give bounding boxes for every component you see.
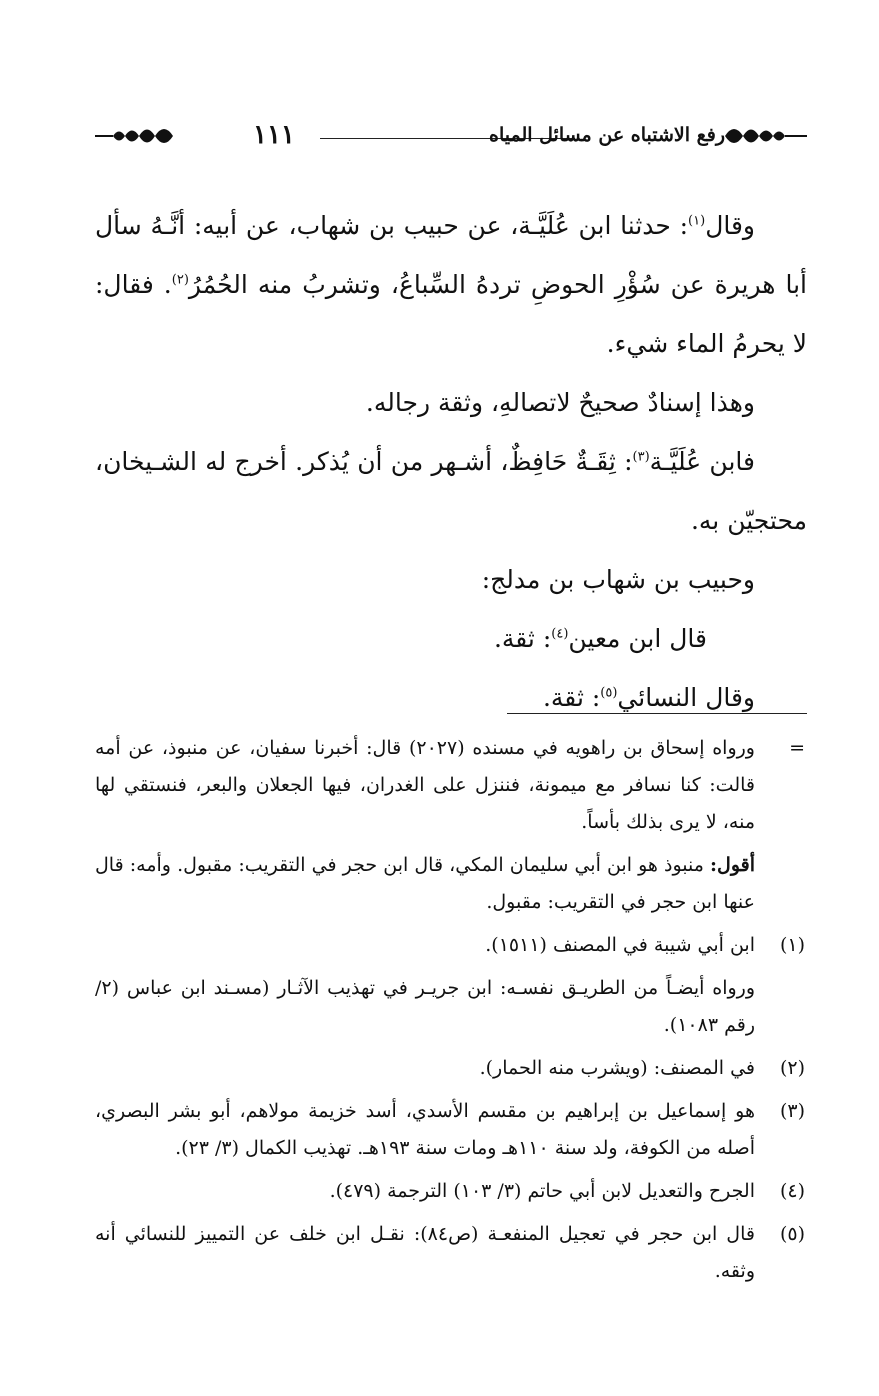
footnote-4: (٤) الجرح والتعديل لابن أبي حاتم (٣/ ١٠٣) الترجمة (٤٧٩). bbox=[329, 1180, 805, 1202]
paragraph-habib: وحبيب بن شهاب بن مدلج: bbox=[481, 565, 755, 594]
ornament-right-icon bbox=[723, 123, 807, 149]
paragraph-ibn-ulayya: فابن عُلَيَّـة$^{(٣)}$: ثِقَـةٌ حَافِظٌ، أشـهر من أن يُذكر. أخرج له الشـيخان، محتجيّن به. bbox=[95, 447, 807, 535]
paragraph-ibn-maeen: قال ابن معين$^{(٤)}$: ثقة. bbox=[493, 624, 707, 653]
footnote-separator bbox=[507, 713, 807, 714]
main-text bbox=[95, 196, 807, 727]
footnote-ref-3[interactable]: (٣) bbox=[632, 449, 650, 465]
footnote-ref-1[interactable]: (١) bbox=[688, 213, 706, 229]
footnote-ref-5[interactable]: (٥) bbox=[600, 685, 618, 701]
running-title: رفع الاشتباه عن مسائل المياه bbox=[489, 124, 725, 146]
footnote-5: (٥) قال ابن حجر في تعجيل المنفعـة (ص٨٤): نقـل ابن خلف عن التمييز للنسائي أنه وثقه. bbox=[95, 1223, 805, 1282]
running-header bbox=[95, 118, 807, 154]
page-number: ١١١ bbox=[253, 120, 295, 150]
footnote-3: (٣) هو إسماعيل بن إبراهيم بن مقسم الأسدي، أسد خزيمة مولاهم، أبو بشر البصري، أصله من الكوفة، ولد سنة ١١٠هـ ومات سنة ١٩٣هـ. تهذيب الكمال (٣/ ٢٣). bbox=[95, 1100, 805, 1159]
footnote-continuation: = ورواه إسحاق بن راهويه في مسنده (٢٠٢٧) قال: أخبرنا سفيان، عن منبوذ، عن أمه قالت: كنا نسافر مع ميمونة، فننزل على الغدران، فيها الجعلان والبعر، فنستقي لها منه، لا يرى بذلك بأساً. bbox=[95, 737, 805, 833]
footnote-continuation-comment: أقول: منبوذ هو ابن أبي سليمان المكي، قال ابن حجر في التقريب: مقبول. وأمه: قال عنها ابن حجر في التقريب: مقبول. bbox=[95, 854, 755, 913]
footnote-ref-2[interactable]: (٢) bbox=[171, 272, 189, 288]
footnote-1-continued: ورواه أيضـاً من الطريـق نفسـه: ابن جريـر في تهذيب الآثـار (مسـند ابن عباس (٢/ رقم ١٠٨٣). bbox=[95, 977, 755, 1036]
footnote-ref-4[interactable]: (٤) bbox=[551, 626, 569, 642]
footnotes bbox=[95, 730, 807, 1296]
paragraph-nasai: وقال النسائي$^{(٥)}$: ثقة. bbox=[542, 683, 755, 712]
footnote-1: (١) ابن أبي شيبة في المصنف (١٥١١). bbox=[485, 934, 805, 956]
ornament-left-icon bbox=[95, 123, 175, 149]
paragraph-narration: وقال$^{(١)}$: حدثنا ابن عُلَيَّـة، عن حبيب بن شهاب، عن أبيه: أنَّـهُ سأل أبا هريرة عن سُؤْرِ الحوضِ تردهُ السِّباعُ، وتشربُ منه الحُمُرُ$^{(٢)}$. فقال: لا يحرمُ الماء شيء. bbox=[95, 211, 807, 358]
footnote-2: (٢) في المصنف: (ويشرب منه الحمار). bbox=[479, 1057, 805, 1079]
paragraph-isnad: وهذا إسنادٌ صحيحٌ لاتصالهِ، وثقة رجاله. bbox=[365, 388, 755, 417]
